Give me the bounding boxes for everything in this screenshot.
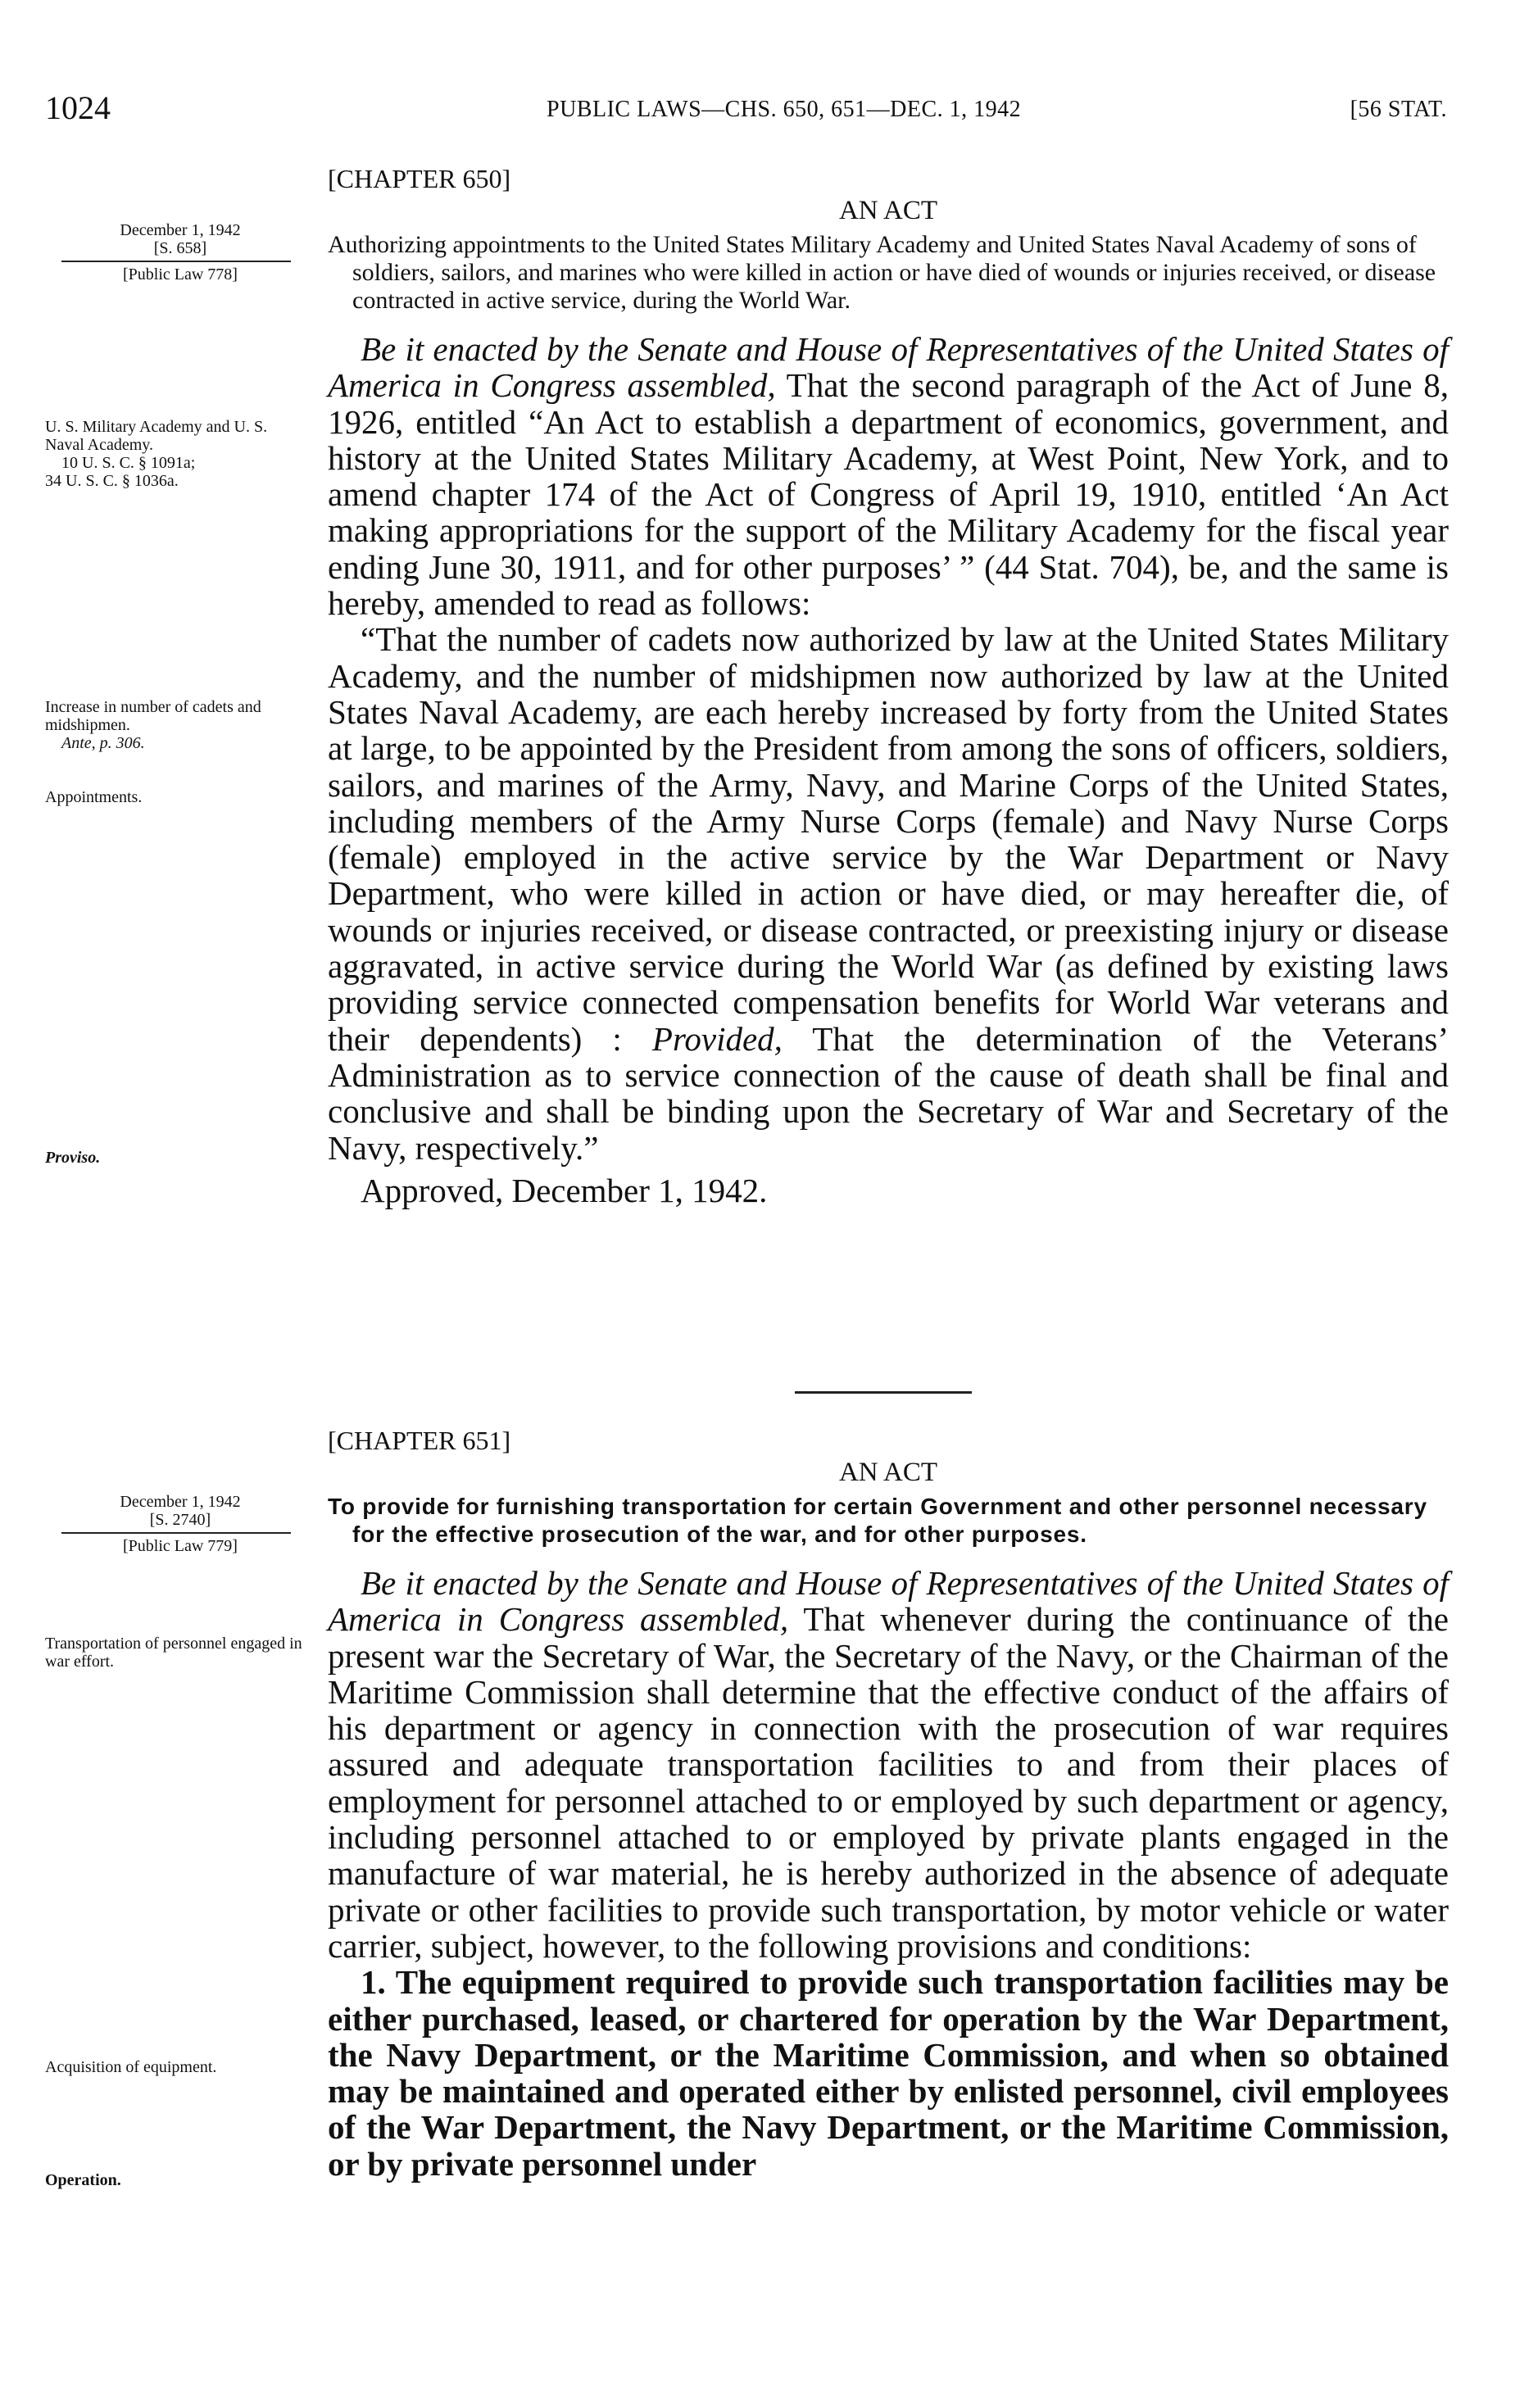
ch650-margin-rule xyxy=(61,261,291,262)
ch650-para2b: That the determination of the Veterans’ Administration as to service connection of the cause of death shall be final and conclusive and shall be binding upon the Secretary of War and Secretary of the Navy, respectively.” xyxy=(328,1019,1449,1167)
ch650-approved: Approved, December 1, 1942. xyxy=(361,1171,768,1209)
chapter-separator-rule xyxy=(795,1391,972,1394)
ch650-cite2: 34 U. S. C. § 1036a. xyxy=(45,472,179,490)
ch650-margin-academy xyxy=(45,418,291,490)
ch650-body xyxy=(328,331,1449,1166)
ch651-chapter-label: [CHAPTER 651] xyxy=(328,1426,511,1455)
ch651-para1: That whenever during the continuance of the present war the Secretary of War, the Secretary of the Navy, or the Chairman of the Maritime Commission shall determine that the effective conduct of the affairs of his department or agency in connection with the prosecution of war requires assured and adequate transportation facilities to and from their places of employment for personnel attached to or employed by such department or agency, including personnel attached to or employed by private plants engaged in the manufacture of war material, he is hereby authorized in the absence of adequate private or other facilities to provide such transportation, by motor vehicle or water carrier, subject, however, to the following provisions and conditions: xyxy=(328,1600,1450,1965)
ch650-proviso-word: Provided, xyxy=(651,1019,783,1058)
ch650-date: December 1, 1942 xyxy=(120,221,241,239)
ch651-margin-rule xyxy=(61,1532,291,1534)
ch650-note-academy: U. S. Military Academy and U. S. Naval Academy. xyxy=(45,418,268,454)
ch650-ante: Ante, p. 306. xyxy=(61,734,145,752)
ch650-public-law: [Public Law 778] xyxy=(123,265,238,283)
ch650-purpose: Authorizing appointments to the United States Military Academy and United States Naval Academy of sons of soldiers, sailors, and marines who were killed in action or have died of wounds or injuries received, or disease contracted in active service, during the World War. xyxy=(328,231,1436,314)
volume-label: [56 STAT. xyxy=(1350,97,1447,122)
page-number: 1024 xyxy=(45,89,111,126)
page-header xyxy=(45,88,1447,138)
ch650-chapter-label: [CHAPTER 650] xyxy=(328,164,511,193)
chapter-651 xyxy=(328,1426,1449,2182)
ch650-para1: That the second paragraph of the Act of June 8, 1926, entitled “An Act to establish a department of economics, government, and history at the United States Military Academy, at West Point, New York, and to amend chapter 174 of the Act of Congress of April 19, 1910, entitled ‘An Act making appropriations for the support of the Military Academy for the fiscal year ending June 30, 1911, and for other purposes’ ” (44 Stat. 704), be, and the same is hereby, amended to read as follows: xyxy=(328,366,1449,623)
ch651-body xyxy=(328,1565,1449,2182)
ch650-note-increase: Increase in number of cadets and midshipmen. xyxy=(45,698,261,734)
ch651-note-acquisition: Acquisition of equipment. xyxy=(45,2058,217,2076)
ch651-para2: 1. The equipment required to provide such transportation facilities may be either purchased, leased, or chartered for operation by the War Department, the Navy Department, or the Maritime Commission, and when so obtained may be maintained and operated either by enlisted personnel, civil employees of the War Department, the Navy Department, or the Maritime Commission, or by private personnel under xyxy=(328,1963,1449,2183)
chapter-650 xyxy=(328,164,1449,1210)
ch650-cite1: 10 U. S. C. § 1091a; xyxy=(61,454,196,472)
ch651-public-law: [Public Law 779] xyxy=(123,1537,238,1555)
running-head: PUBLIC LAWS—CHS. 650, 651—DEC. 1, 1942 xyxy=(547,97,1022,122)
ch650-enactment-info xyxy=(45,221,315,283)
ch651-enactment-info xyxy=(45,1493,315,1555)
ch651-note-operation: Operation. xyxy=(45,2171,121,2189)
ch651-note-transport: Transportation of personnel engaged in war effort. xyxy=(45,1635,302,1671)
ch650-para2a: “That the number of cadets now authorized by law at the United States Military Academy, and the number of midshipmen now authorized by law at the United States Naval Academy, are each hereby increased by forty from the United States at large, to be appointed by the President from among the sons of officers, soldiers, sailors, and marines of the Army, Navy, and Marine Corps of the United States, including members of the Army Nurse Corps (female) and Navy Nurse Corps (female) employed in the active service by the War Department or Navy Department, who were killed in action or have died, or may hereafter die, of wounds or injuries received, or disease contracted, or preexisting injury or disease aggravated, in active service during the World War (as defined by existing laws providing service connected compensation benefits for World War veterans and their dependents) : xyxy=(328,620,1449,1058)
ch650-enacting-clause: Be it enacted by the Senate and House of Representatives of the United States of America in Congress assembled, xyxy=(328,330,1449,405)
ch650-note-proviso: Proviso. xyxy=(45,1149,101,1167)
ch650-note-appointments: Appointments. xyxy=(45,788,143,806)
ch650-title: AN ACT xyxy=(838,196,938,225)
ch650-bill: [S. 658] xyxy=(153,239,207,257)
ch650-margin-increase xyxy=(45,698,295,752)
ch651-title: AN ACT xyxy=(838,1458,938,1487)
ch651-purpose: To provide for furnishing transportation for certain Government and other personnel necessary for the effective prosecution of the war, and for other purposes. xyxy=(328,1494,1427,1547)
ch651-bill: [S. 2740] xyxy=(149,1511,211,1529)
ch651-date: December 1, 1942 xyxy=(120,1493,241,1511)
ch651-enacting-clause: Be it enacted by the Senate and House of Representatives of the United States of America in Congress assembled, xyxy=(328,1564,1449,1639)
